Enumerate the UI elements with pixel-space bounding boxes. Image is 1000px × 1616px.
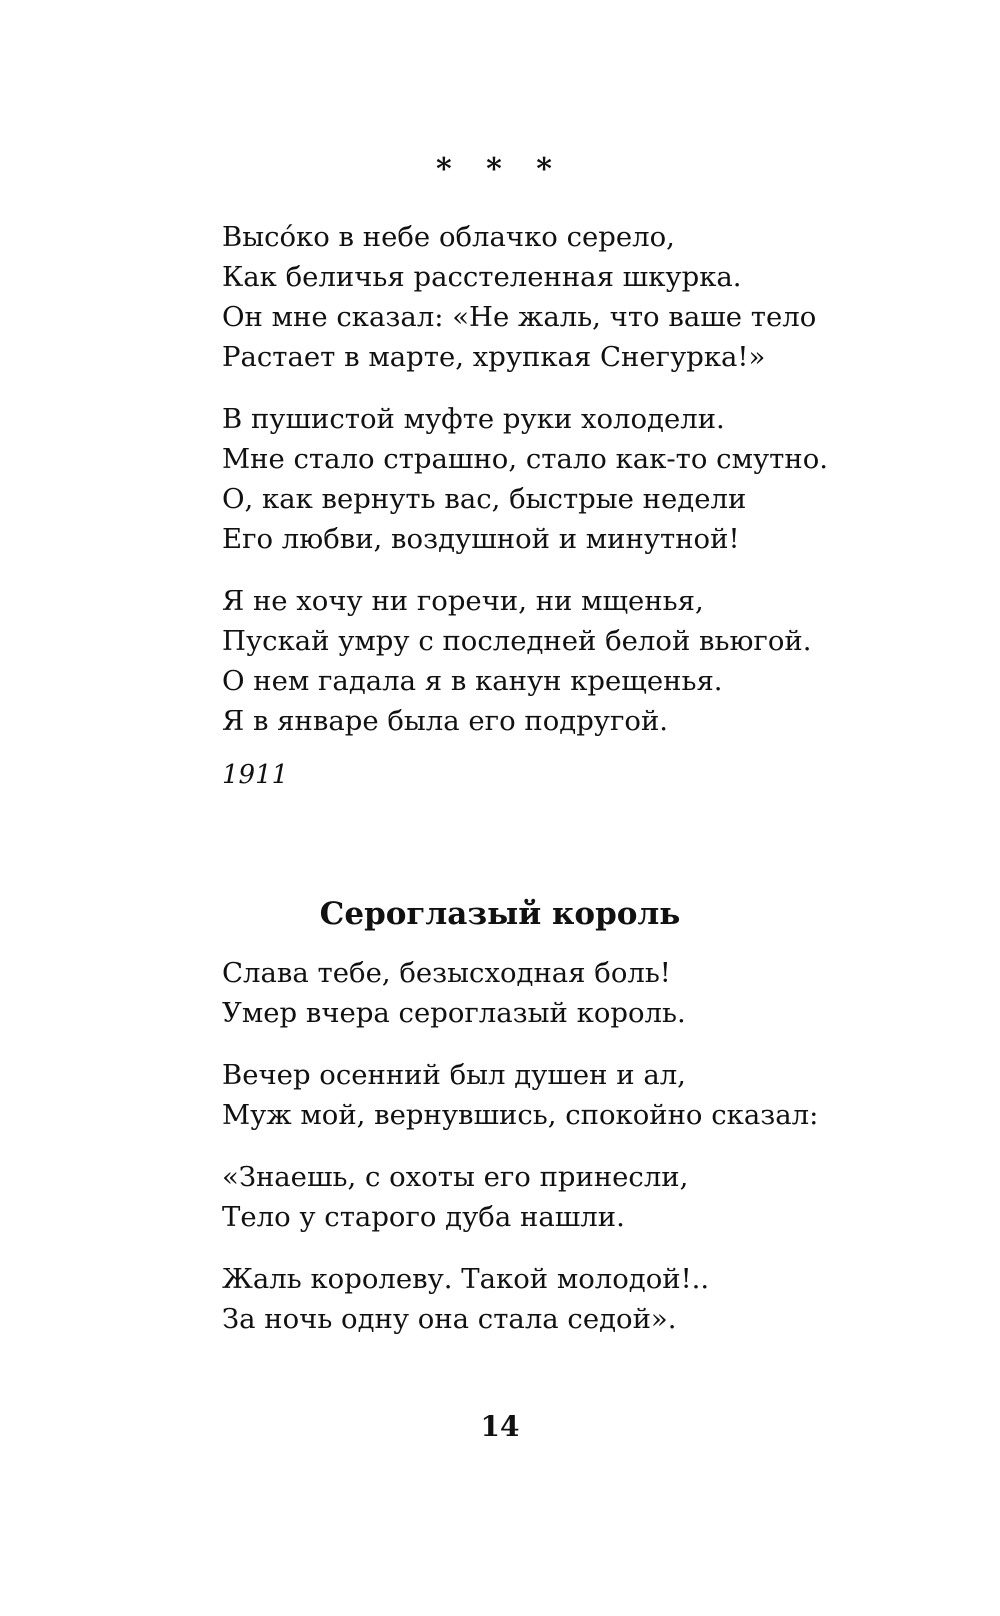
verse-line: О нем гадала я в канун крещенья. — [222, 665, 723, 697]
verse-line: Тело у старого дуба нашли. — [222, 1201, 625, 1233]
poem-1 — [222, 217, 982, 763]
verse-line: В пушистой муфте руки холодели. — [222, 403, 725, 435]
poem-date: 1911 — [222, 760, 289, 790]
stanza — [222, 953, 982, 1033]
verse-line: Его любви, воздушной и минутной! — [222, 523, 740, 555]
poem-2 — [222, 953, 982, 1361]
verse-line: Как беличья расстеленная шкурка. — [222, 261, 742, 293]
verse-line: Я не хочу ни горечи, ни мщенья, — [222, 585, 704, 617]
verse-line: Растает в марте, хрупкая Снегурка!» — [222, 341, 766, 373]
verse-line: Жаль королеву. Такой молодой!.. — [222, 1263, 710, 1295]
page-number: 14 — [480, 1410, 520, 1443]
stanza — [222, 581, 982, 741]
verse-line: «Знаешь, с охоты его принесли, — [222, 1161, 689, 1193]
verse-line: О, как вернуть вас, быстрые недели — [222, 483, 747, 515]
verse-line: Он мне сказал: «Не жаль, что ваше тело — [222, 301, 817, 333]
verse-line: Слава тебе, безысходная боль! — [222, 957, 671, 989]
stanza — [222, 1157, 982, 1237]
stanza — [222, 217, 982, 377]
section-separator: * * * — [436, 152, 564, 187]
poem-title: Сероглазый король — [319, 896, 681, 932]
verse-line: Я в январе была его подругой. — [222, 705, 669, 737]
verse-line: Высóко в небе облачко серело, — [222, 221, 675, 253]
stanza — [222, 399, 982, 559]
stanza — [222, 1055, 982, 1135]
verse-line: Пускай умру с последней белой вьюгой. — [222, 625, 812, 657]
stanza — [222, 1259, 982, 1339]
verse-line: Вечер осенний был душен и ал, — [222, 1059, 686, 1091]
verse-line: Муж мой, вернувшись, спокойно сказал: — [222, 1099, 819, 1131]
verse-line: За ночь одну она стала седой». — [222, 1303, 677, 1335]
verse-line: Мне стало страшно, стало как-то смутно. — [222, 443, 828, 475]
verse-line: Умер вчера сероглазый король. — [222, 997, 686, 1029]
